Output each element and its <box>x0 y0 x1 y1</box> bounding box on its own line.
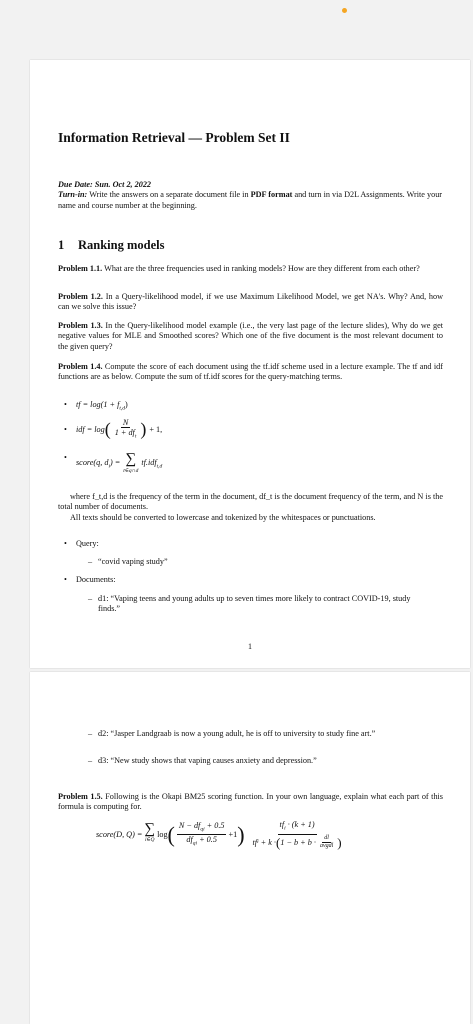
documents-label: Documents: <box>76 575 116 584</box>
section-number: 1 <box>58 238 65 252</box>
problem-label: Problem 1.3. <box>58 321 103 330</box>
section-heading <box>58 238 164 253</box>
document-page-1 <box>30 60 470 668</box>
formula-score-under: t∈q∩d <box>123 468 139 474</box>
formula-score-lhs <box>76 458 120 470</box>
problem-1-1 <box>58 264 443 274</box>
problem-label: Problem 1.5. <box>58 792 103 801</box>
bm25-idf-numerator <box>177 821 227 836</box>
bm25-idf-fraction <box>177 821 227 849</box>
bm25-avgdl: avgdl <box>319 842 334 849</box>
document-d3-text: d3: “New study shows that vaping causes anxiety and depression.” <box>98 756 317 765</box>
paren-open-icon: ( <box>275 834 281 850</box>
due-label: Due Date: <box>58 180 93 189</box>
bm25-idf-denominator <box>184 835 219 849</box>
formula-tf-end: ) <box>125 400 128 409</box>
problem-1-3 <box>58 321 443 352</box>
formula-idf-denominator <box>113 428 139 442</box>
document-d3 <box>88 756 418 766</box>
bm25-d1-end: + 0.5 <box>199 835 217 845</box>
dash-icon: – <box>88 756 93 765</box>
bm25-lhs: score(D, Q) = <box>96 829 143 839</box>
formula-tf-text: tf = log(1 + f <box>76 400 120 409</box>
bm25-d2-end: + k · <box>260 837 276 847</box>
bm25-n1: N − df <box>178 820 201 830</box>
formula-idf-den-sub: t <box>134 433 137 440</box>
dash-icon: – <box>88 557 93 566</box>
problem-text: What are the three frequencies used in ranking models? How are they different from each other? <box>104 264 420 273</box>
bm25-tf-fraction <box>251 820 344 850</box>
where-paragraph: where f_t,d is the frequency of the term in the document, df_t is the document frequency of the term, and N is the total number of documents. <box>58 492 443 512</box>
formula-score-rhs <box>141 458 162 470</box>
query-text: “covid vaping study” <box>98 557 168 566</box>
bm25-log: log <box>157 829 168 839</box>
problem-text: Compute the score of each document using the tf.idf scheme used in a lecture example. The tf and idf functions are as below. Compute the sum of tf.idf scores for the query-matching terms. <box>58 362 443 382</box>
bullet-icon: • <box>64 575 67 584</box>
dash-icon: – <box>88 594 93 603</box>
formula-score-sum <box>123 453 138 477</box>
document-d1 <box>88 594 418 615</box>
formula-tf <box>64 400 128 412</box>
due-value: Sun. Oct 2, 2022 <box>94 180 152 189</box>
query-label: Query: <box>76 539 99 548</box>
formula-score-mid: ) = <box>109 458 121 467</box>
document-page-2 <box>30 672 470 1024</box>
bullet-icon: • <box>64 400 67 409</box>
paren-open-icon: ( <box>167 821 175 847</box>
bullet-icon: • <box>64 425 67 435</box>
formula-score-rhs-sub: t,d <box>156 463 163 470</box>
bm25-dl-fraction <box>318 835 335 850</box>
page-number: 1 <box>248 642 252 651</box>
bullet-icon: • <box>64 539 67 548</box>
query-item <box>64 539 99 548</box>
bm25-dl: dl <box>324 834 329 841</box>
bm25-n2: tf <box>279 820 285 829</box>
problem-1-4 <box>58 362 443 383</box>
bm25-d1-sub: qi <box>192 840 198 847</box>
query-text-item <box>88 557 168 566</box>
problem-1-2 <box>58 292 443 313</box>
formula-idf-end: + 1, <box>149 425 163 435</box>
paren-open-icon: ( <box>104 419 111 440</box>
document-d2-text: d2: “Jasper Landgraab is now a young adult, he is off to university to study fine art.” <box>98 729 376 738</box>
formula-score <box>64 453 162 477</box>
problem-label: Problem 1.1. <box>58 264 103 273</box>
bm25-formula <box>96 820 346 850</box>
formula-tf-sub: t,d <box>119 405 126 412</box>
turnin-text-b: and turn in via D2L Assignments. Write your name and course number at the beginning. <box>58 190 443 210</box>
formula-idf-den-text: 1 + df <box>114 428 135 437</box>
sigma-icon: ∑ <box>125 451 137 467</box>
turnin-bold: PDF format <box>250 190 293 200</box>
section-title: Ranking models <box>78 238 165 252</box>
bm25-d2-sub: i <box>257 838 259 845</box>
bm25-d2-inner: 1 − b + b · <box>280 837 316 847</box>
bm25-plus-one: +1 <box>228 829 238 839</box>
document-d1-text: d1: “Vaping teens and young adults up to seven times more likely to contract COVID-19, study finds.” <box>98 594 411 614</box>
bullet-icon: • <box>64 453 67 462</box>
turnin-label: Turn-in: <box>58 190 88 200</box>
problem-1-5 <box>58 792 443 813</box>
bm25-n1-sub: qi <box>200 826 205 833</box>
formula-idf-lhs: idf = log <box>76 425 105 435</box>
formula-idf <box>64 418 162 442</box>
bm25-d2: tf <box>252 837 258 847</box>
document-d2 <box>88 729 418 739</box>
formula-score-lhs-text: score(q, d <box>76 458 109 467</box>
dash-icon: – <box>88 729 93 738</box>
paren-close-icon: ) <box>140 419 147 440</box>
bm25-n2-end: · (k + 1) <box>287 820 315 829</box>
bm25-n1-end: + 0.5 <box>206 820 225 830</box>
formula-idf-fraction <box>113 418 139 442</box>
documents-item <box>64 575 116 584</box>
problem-label: Problem 1.4. <box>58 362 103 371</box>
due-date-block <box>58 180 442 211</box>
bm25-tf-numerator <box>278 820 317 835</box>
problem-text: Following is the Okapi BM25 scoring function. In your own language, explain what each part of this formula is computing for. <box>58 792 443 812</box>
problem-text: In a Query-likelihood model, if we use Maximum Likelihood Model, we get NA's. Why? And, how can we solve this issue? <box>58 292 443 312</box>
bm25-under: i∈Q <box>144 836 155 843</box>
turnin-text-a: Write the answers on a separate document file in <box>89 190 249 200</box>
formula-score-lhs-sub: i <box>108 463 110 470</box>
problem-text: In the Query-likelihood model example (i.e., the very last page of the lecture slides), Why do we get negative values for MLE and Smoothed scores? Which one of the five document is the most relevant document to the given query? <box>58 321 443 351</box>
document-title: Information Retrieval — Problem Set II <box>58 130 290 145</box>
bm25-sum <box>144 820 156 846</box>
problem-label: Problem 1.2. <box>58 292 103 301</box>
sigma-icon: ∑ <box>144 820 156 837</box>
formula-idf-numerator: N <box>122 418 129 427</box>
bm25-tf-denominator <box>251 835 344 850</box>
paren-close-icon: ) <box>337 834 342 850</box>
bm25-d1: df <box>186 835 193 845</box>
bm25-n2-sub: i <box>284 825 286 832</box>
lowercase-paragraph: All texts should be converted to lowercase and tokenized by the whitespaces or punctuations. <box>70 513 376 522</box>
formula-score-rhs-text: tf.idf <box>141 458 157 467</box>
camera-indicator-dot <box>342 8 347 13</box>
paren-close-icon: ) <box>237 821 245 847</box>
